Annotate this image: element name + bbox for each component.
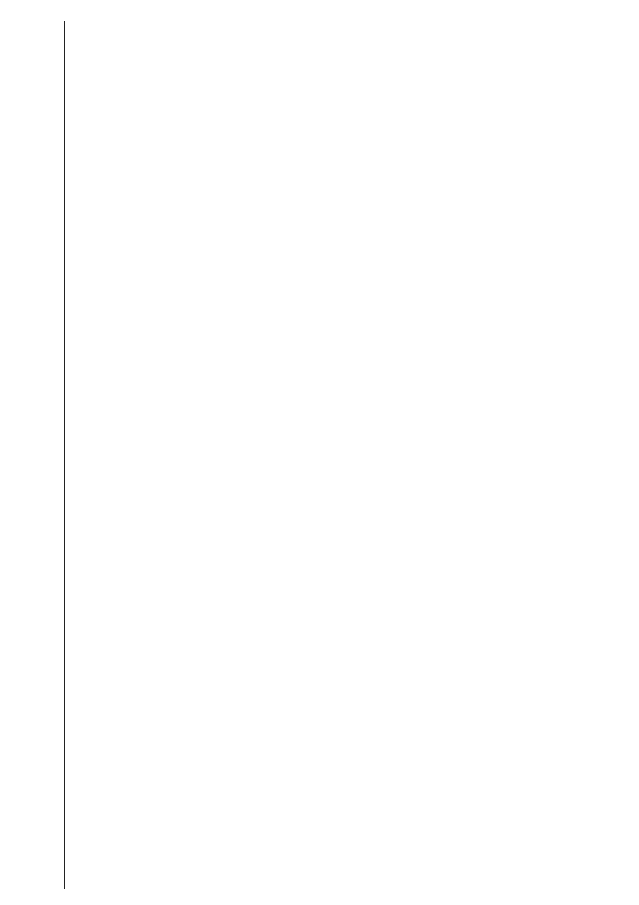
data-table [64,21,65,889]
